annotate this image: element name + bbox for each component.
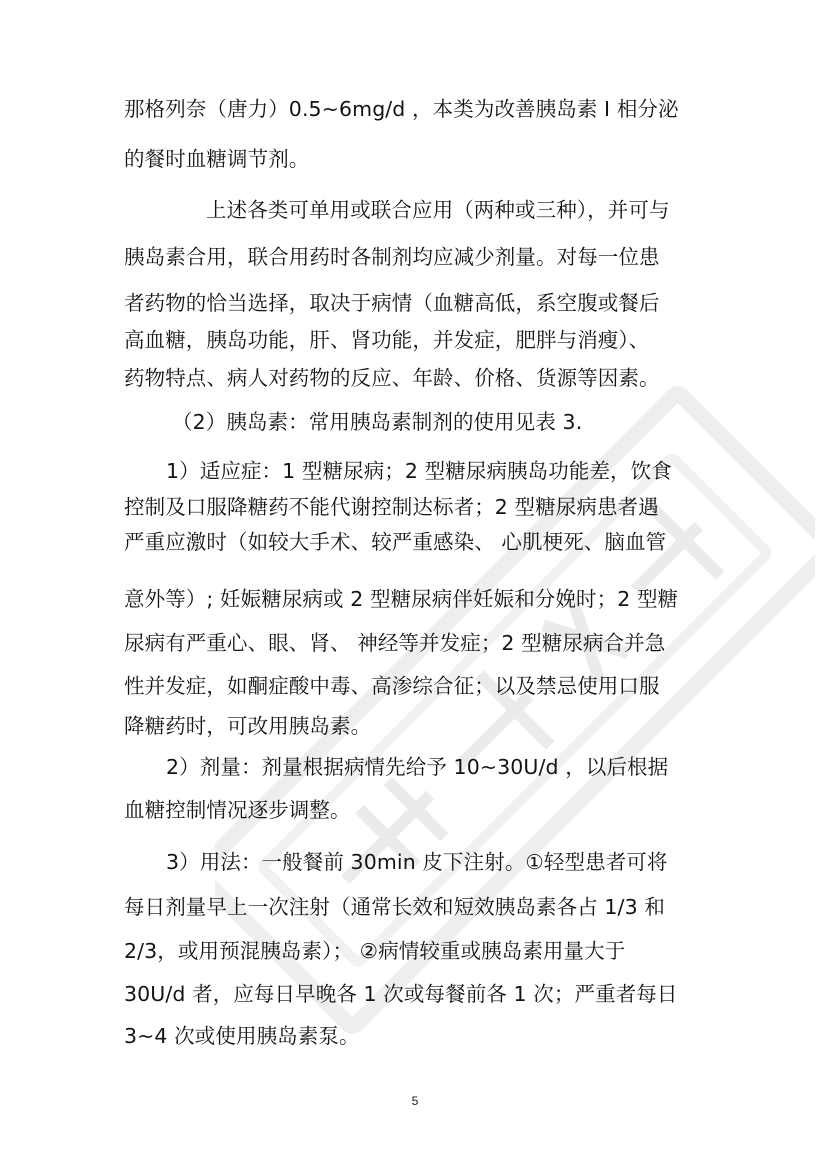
document-line: 的餐时血糖调节剂。 [124,147,310,171]
document-line: 2）剂量：剂量根据病情先给予 10~30U/d ，以后根据 [166,755,669,779]
watermark-diagonal-band [215,392,815,1028]
document-line: 3）用法：一般餐前 30min 皮下注射。①轻型患者可将 [166,850,668,874]
document-line: 1）适应症：1 型糖尿病；2 型糖尿病胰岛功能差，饮食 [166,459,672,483]
page-number: 5 [411,1094,419,1108]
watermark-stamp [215,330,815,1090]
document-line: 那格列奈（唐力）0.5~6mg/d ，本类为改善胰岛素 I 相分泌 [124,97,679,121]
document-line: 控制及口服降糖药不能代谢控制达标者；2 型糖尿病患者遇 [124,495,659,519]
document-line: 性并发症，如酮症酸中毒、高渗综合征；以及禁忌使用口服 [124,674,660,698]
document-line: 尿病有严重心、眼、肾、 神经等并发症；2 型糖尿病合并急 [124,631,666,655]
document-line: 高血糖，胰岛功能，肝、肾功能，并发症，肥胖与消瘦）、 [124,328,650,352]
document-line: 3~4 次或使用胰岛素泵。 [124,1024,360,1048]
document-line: 血糖控制情况逐步调整。 [124,798,351,822]
document-line: （2）胰岛素：常用胰岛素制剂的使用见表 3. [172,410,583,434]
watermark-band-outer [215,392,815,1028]
document-line: 严重应激时（如较大手术、较严重感染、 心肌梗死、脑血管 [124,530,667,554]
document-line: 药物特点、病人对药物的反应、年龄、价格、货源等因素。 [124,366,660,390]
document-line: 胰岛素合用，联合用药时各制剂均应减少剂量。对每一位患 [124,245,660,269]
document-line: 降糖药时，可改用胰岛素。 [124,714,372,738]
document-line: 2/3，或用预混胰岛素）； ②病情较重或胰岛素用量大于 [124,939,626,963]
document-line: 者药物的恰当选择，取决于病情（血糖高低，系空腹或餐后 [124,291,660,315]
document-line: 每日剂量早上一次注射（通常长效和短效胰岛素各占 1/3 和 [124,895,665,919]
document-line: 30U/d 者，应每日早晚各 1 次或每餐前各 1 次；严重者每日 [124,982,678,1006]
document-line: 上述各类可单用或联合应用（两种或三种），并可与 [206,198,670,222]
document-line: 意外等）; 妊娠糖尿病或 2 型糖尿病伴妊娠和分娩时；2 型糖 [124,587,679,611]
